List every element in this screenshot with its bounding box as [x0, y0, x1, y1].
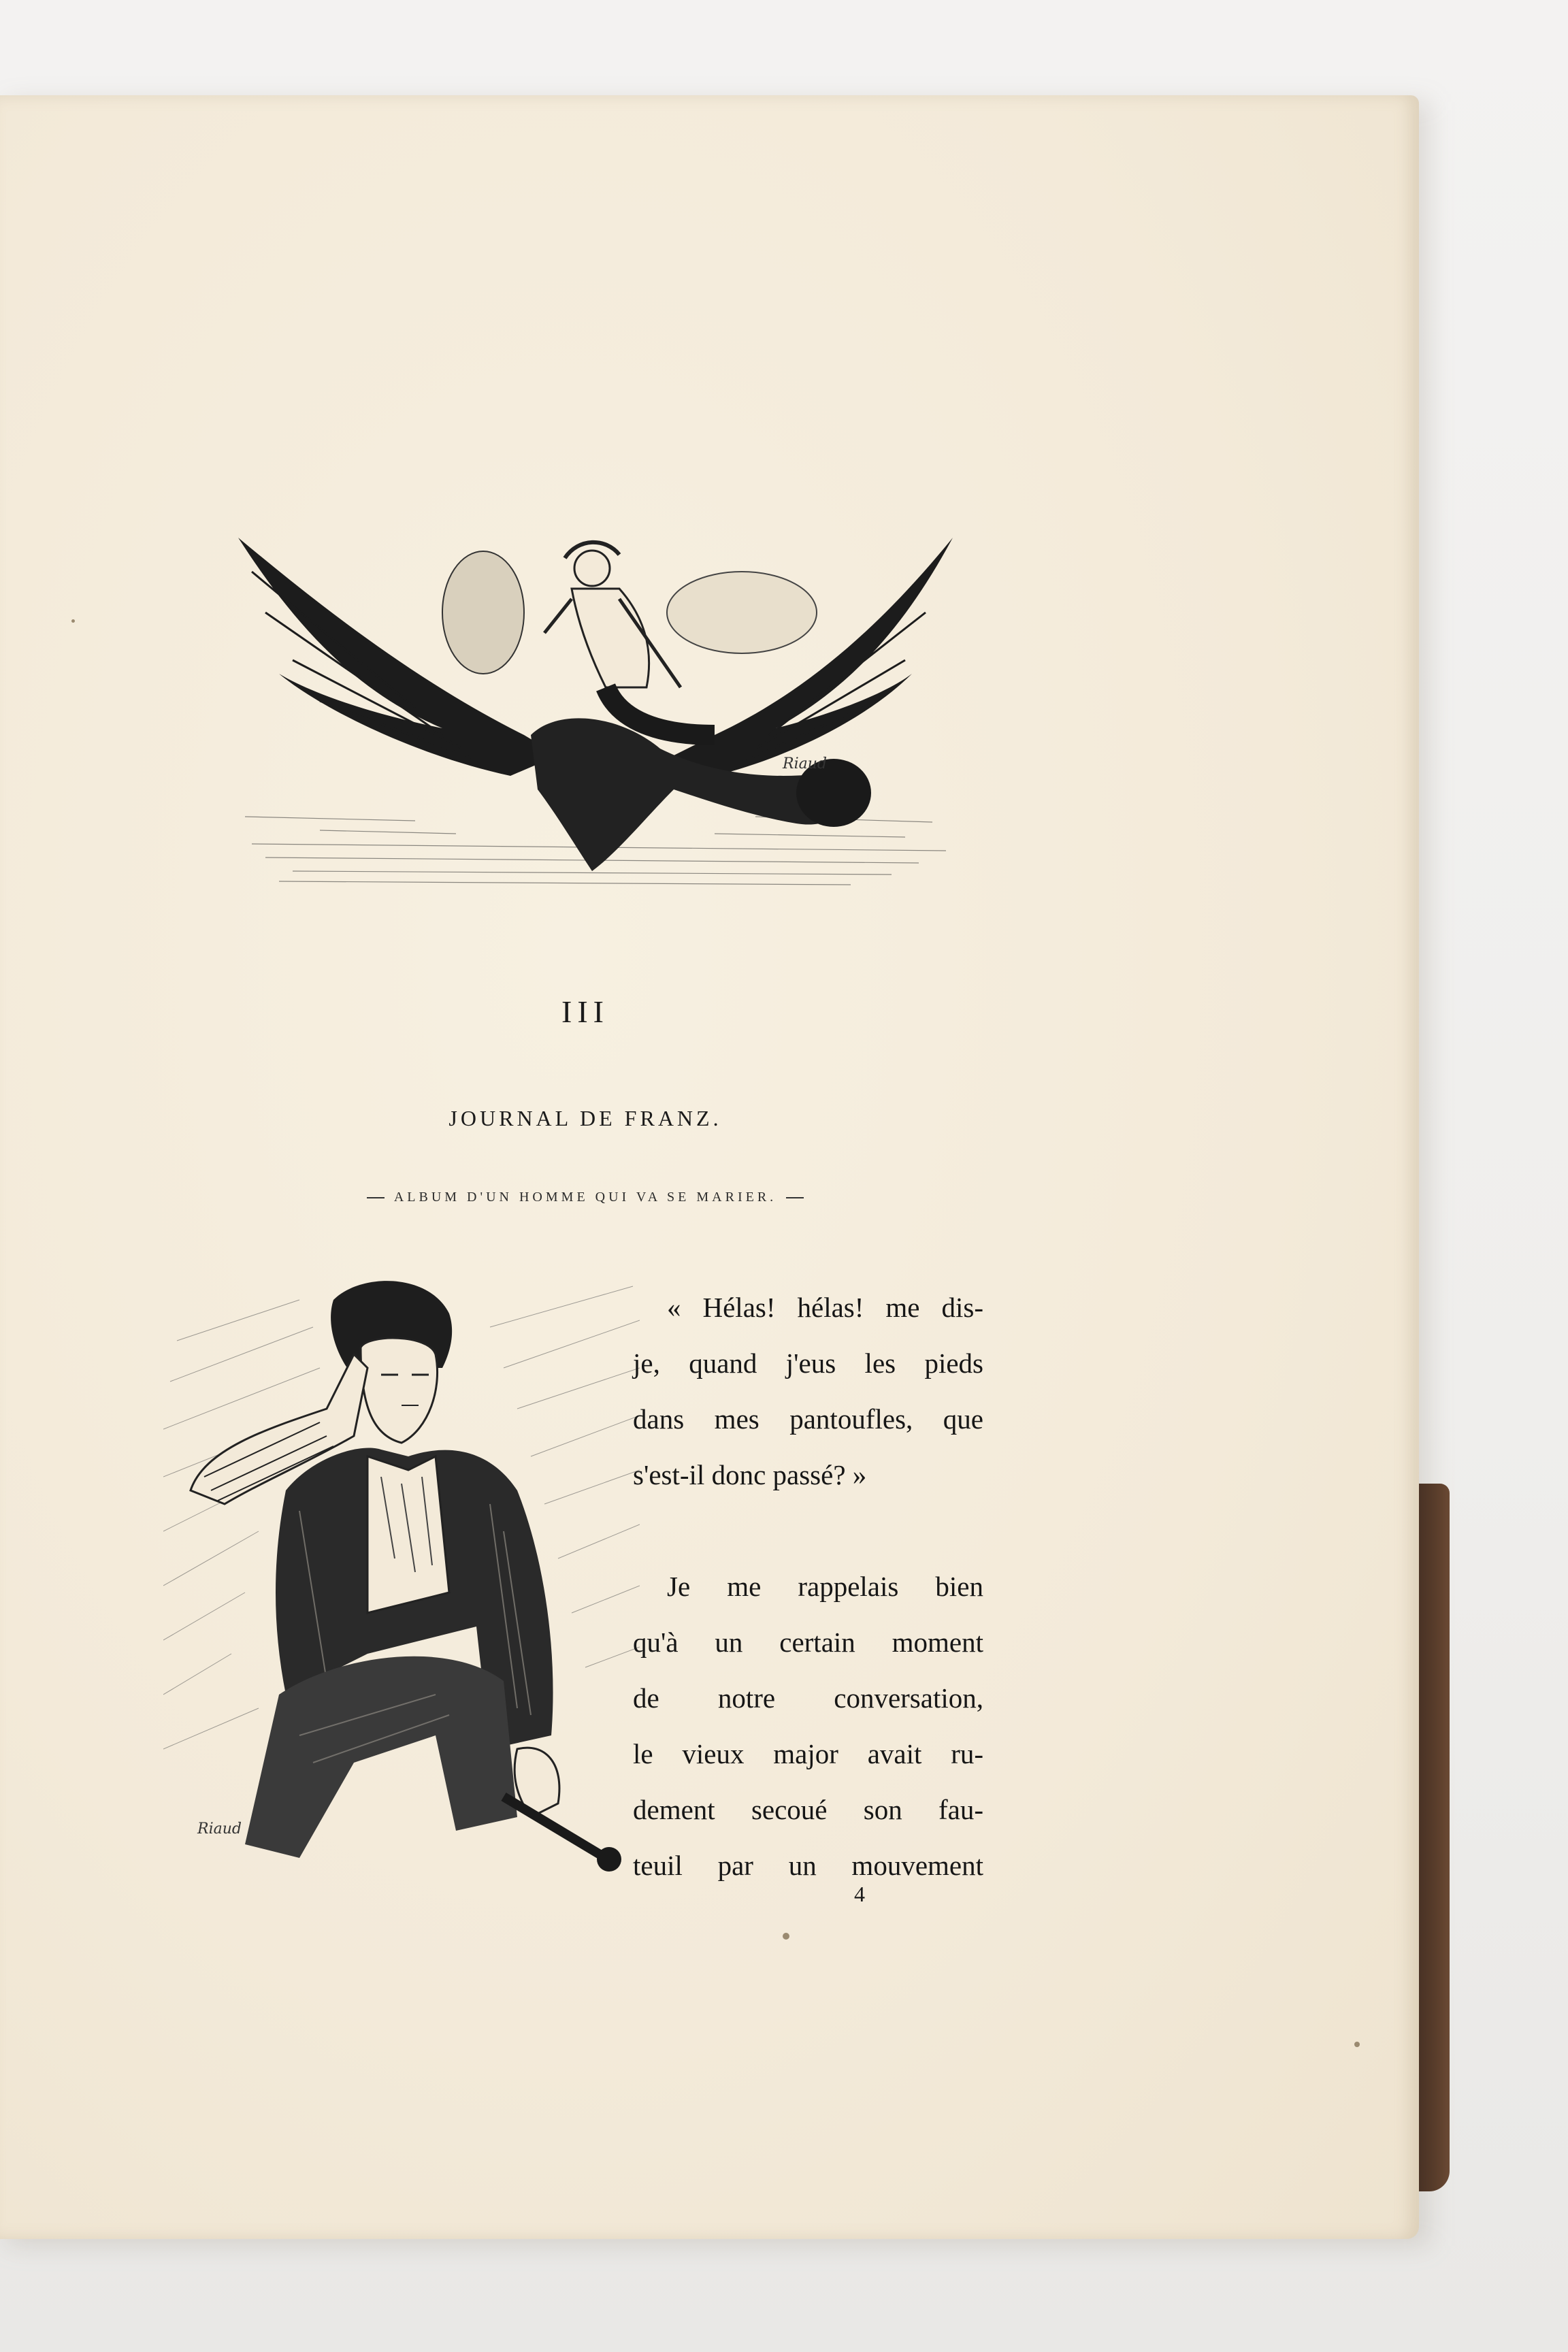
text-line: le vieux major avait ru-: [633, 1738, 983, 1769]
text-line: teuil par un mouvement: [633, 1850, 983, 1881]
paragraph-gap: [633, 1503, 983, 1558]
body-text: [633, 1279, 983, 1893]
dash-right: [786, 1197, 804, 1198]
page-number: 4: [854, 1882, 865, 1906]
illustration-signature: Riaud: [197, 1820, 242, 1838]
text-line: « Hélas! hélas! me dis-: [667, 1292, 983, 1323]
book-page: [0, 95, 1419, 2239]
text-line: Je me rappelais bien: [667, 1571, 983, 1602]
winged-figure-illustration: [238, 531, 953, 898]
text-line: dans mes pantoufles, que: [633, 1403, 983, 1435]
text-line: de notre conversation,: [633, 1682, 983, 1714]
chapter-title: JOURNAL DE FRANZ.: [448, 1106, 722, 1130]
chapter-number: III: [561, 994, 609, 1029]
chapter-subtitle: ALBUM D'UN HOMME QUI VA SE MARIER.: [393, 1190, 777, 1205]
paper-speck: [1354, 2042, 1360, 2047]
paper-speck: [71, 619, 75, 623]
text-line: je, quand j'eus les pieds: [633, 1348, 983, 1379]
text-line: s'est-il donc passé? »: [633, 1459, 867, 1490]
vignette-signature: Riaud: [783, 755, 827, 772]
text-line: dement secoué son fau-: [633, 1794, 983, 1825]
seated-man-illustration: [163, 1273, 640, 1872]
paper-speck: [783, 1933, 789, 1940]
text-line: qu'à un certain moment: [633, 1627, 983, 1658]
chapter-subtitle-line: [0, 1190, 1171, 1205]
dash-left: [367, 1197, 385, 1198]
